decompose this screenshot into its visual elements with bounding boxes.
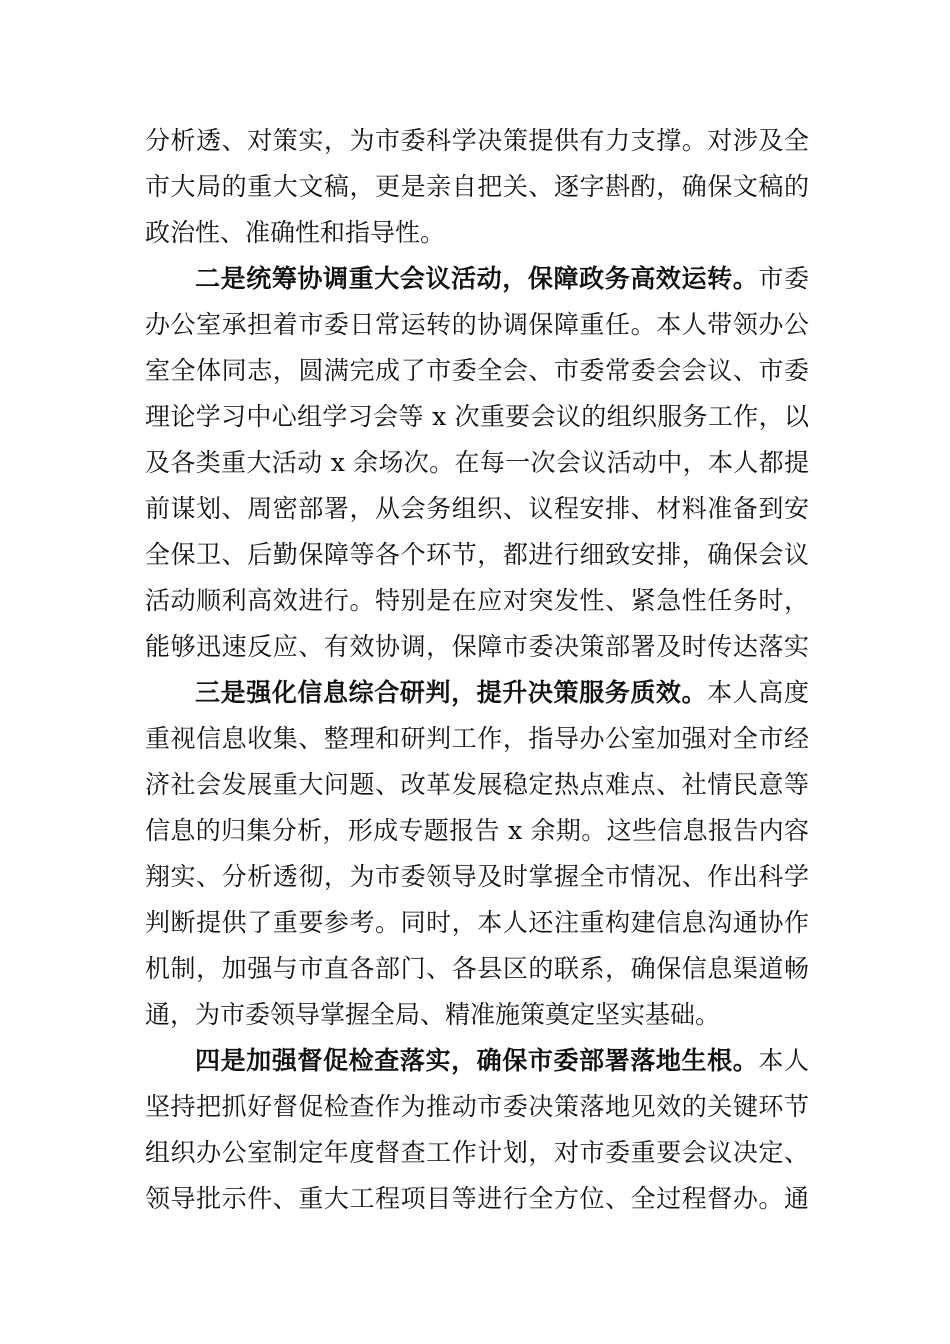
paragraph-3 [145, 670, 809, 1038]
paragraph-heading: 三是强化信息综合研判，提升决策服务质效。 [195, 678, 708, 707]
document-body [145, 118, 809, 1222]
text-line: 分析透、对策实，为市委科学决策提供有力支撑。对涉及全 [145, 126, 809, 155]
text-line: 前谋划、周密部署，从会务组织、议程安排、材料准备到安 [145, 494, 809, 523]
paragraph-1 [145, 118, 809, 256]
paragraph-4 [145, 1038, 809, 1222]
text-line: 组织办公室制定年度督查工作计划，对市委重要会议决定、 [145, 1138, 809, 1167]
text-line: 通，为市委领导掌握全局、精准施策奠定坚实基础。 [145, 1000, 721, 1029]
text-line: 室全体同志，圆满完成了市委全会、市委常委会会议、市委 [145, 356, 809, 385]
text-line: 信息的归集分析，形成专题报告 x 余期。这些信息报告内容 [145, 816, 809, 845]
text-line: 领导批示件、重大工程项目等进行全方位、全过程督办。通 [145, 1184, 809, 1213]
text-line: 及各类重大活动 x 余场次。在每一次会议活动中，本人都提 [145, 448, 809, 477]
text-line: 活动顺利高效进行。特别是在应对突发性、紧急性任务时， [145, 586, 809, 615]
text-line: 市大局的重大文稿，更是亲自把关、逐字斟酌，确保文稿的 [145, 172, 809, 201]
paragraph-heading-tail: 本人高度 [707, 678, 809, 707]
text-line: 办公室承担着市委日常运转的协调保障重任。本人带领办公 [145, 310, 809, 339]
paragraph-first-line [145, 256, 809, 302]
text-line: 坚持把抓好督促检查作为推动市委决策落地见效的关键环节 [145, 1092, 809, 1121]
paragraph-2 [145, 256, 809, 670]
text-line: 重视信息收集、整理和研判工作，指导办公室加强对全市经 [145, 724, 809, 753]
text-line: 翔实、分析透彻，为市委领导及时掌握全市情况、作出科学 [145, 862, 809, 891]
paragraph-heading-tail: 本人 [758, 1046, 809, 1075]
text-line: 全保卫、后勤保障等各个环节，都进行细致安排，确保会议 [145, 540, 809, 569]
text-line: 济社会发展重大问题、改革发展稳定热点难点、社情民意等 [145, 770, 809, 799]
text-line: 判断提供了重要参考。同时，本人还注重构建信息沟通协作 [145, 908, 809, 937]
paragraph-heading: 二是统筹协调重大会议活动，保障政务高效运转。 [195, 264, 759, 293]
text-line: 机制，加强与市直各部门、各县区的联系，确保信息渠道畅 [145, 954, 809, 983]
paragraph-heading-tail: 市委 [758, 264, 809, 293]
paragraph-heading: 四是加强督促检查落实，确保市委部署落地生根。 [195, 1046, 759, 1075]
paragraph-first-line [145, 670, 809, 716]
text-line: 政治性、准确性和指导性。 [145, 218, 446, 247]
paragraph-first-line [145, 1038, 809, 1084]
text-line: 能够迅速反应、有效协调，保障市委决策部署及时传达落实 [145, 632, 809, 661]
text-line: 理论学习中心组学习会等 x 次重要会议的组织服务工作，以 [145, 402, 809, 431]
